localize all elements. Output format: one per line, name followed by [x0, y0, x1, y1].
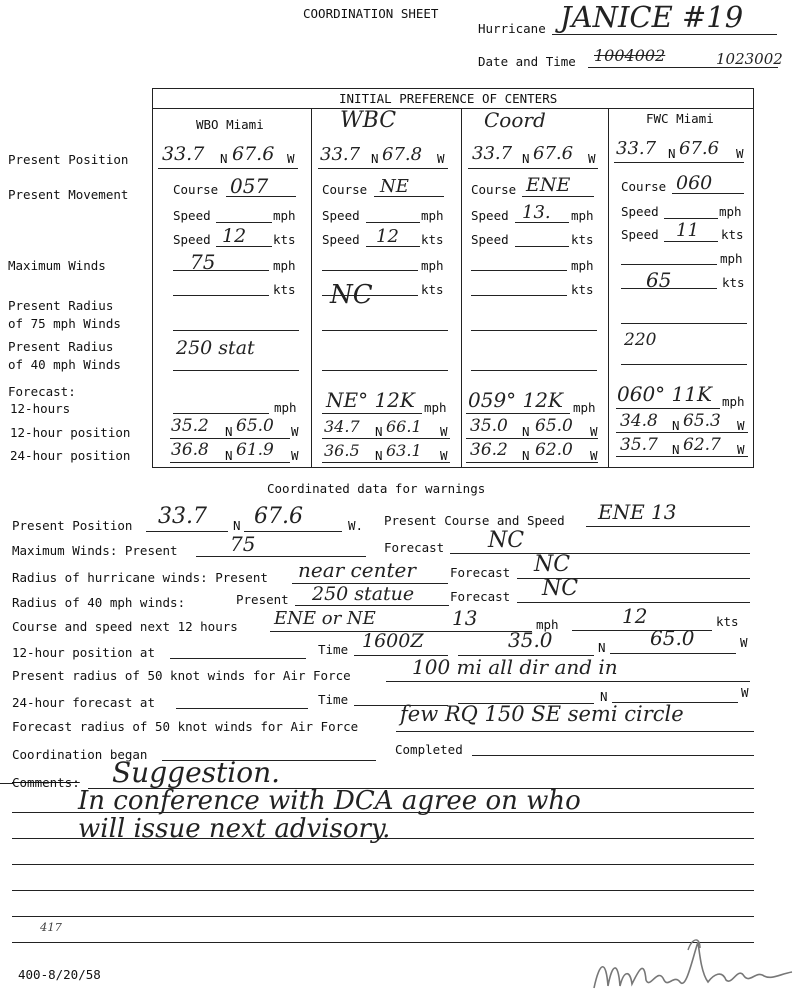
c0-w: W: [287, 151, 295, 166]
p12-time: 1600Z: [362, 630, 424, 652]
fr50-label: Forecast radius of 50 knot winds for Air Force: [12, 719, 359, 734]
c3-speed2-unit: kts: [721, 227, 744, 242]
comment-line-3: will issue next advisory.: [78, 814, 391, 844]
row-label-movement: Present Movement: [8, 187, 129, 202]
c2-pos-lat: 33.7: [472, 143, 513, 164]
rh-present: near center: [298, 558, 416, 582]
c1-w: W: [437, 151, 445, 166]
mw-forecast-label: Forecast: [384, 540, 445, 555]
completed-label: Completed: [395, 742, 463, 757]
c0-p24-n: N: [225, 448, 233, 463]
rh-forecast: NC: [534, 552, 571, 577]
c1-course: NE: [380, 176, 409, 197]
c3-w: W: [736, 146, 744, 161]
c1-max-kts-unit: kts: [421, 282, 444, 297]
col-header-wbo: WBO Miami: [196, 117, 264, 132]
f24-time-label: Time: [318, 692, 349, 707]
c3-p24-lon: 62.7: [683, 435, 721, 455]
cs12-mph: mph: [536, 617, 559, 632]
c0-f12-unit: mph: [274, 400, 297, 415]
pp-lon: 67.6: [254, 504, 303, 529]
c3-speed2-label: Speed: [621, 227, 659, 242]
c0-speed2-unit: kts: [273, 232, 296, 247]
c0-r40: 250 stat: [176, 337, 255, 359]
c1-pos-lat: 33.7: [320, 144, 361, 165]
row-label-12h: 12-hours: [10, 401, 71, 416]
c3-max-kts: 65: [646, 268, 672, 292]
c2-p24-n: N: [522, 448, 530, 463]
c0-p12-lon: 65.0: [236, 416, 274, 436]
c2-p12-n: N: [522, 424, 530, 439]
c0-p24-w: W: [291, 448, 299, 463]
c3-n: N: [668, 146, 676, 161]
c1-p24-w: W: [440, 448, 448, 463]
datetime-struck: 1004002: [594, 46, 666, 65]
pp-w: W.: [348, 518, 364, 533]
col-header-fwc: FWC Miami: [646, 111, 714, 126]
comments-label: Comments:: [12, 775, 80, 790]
c2-speed2-label: Speed: [471, 232, 509, 247]
pcs-label: Present Course and Speed: [384, 513, 565, 528]
cs12-mph-value: 13: [452, 606, 478, 630]
r50-label: Present radius of 50 knot winds for Air Force: [12, 668, 351, 683]
c3-r40: 220: [624, 330, 657, 350]
pp-label: Present Position: [12, 518, 133, 533]
datetime-value: 1023002: [716, 50, 783, 68]
col-header-coord: Coord: [484, 108, 546, 132]
p12-label: 12-hour position at: [12, 645, 155, 660]
signature-image: [588, 930, 798, 1000]
c2-course-label: Course: [471, 182, 517, 197]
f24-w: W: [741, 685, 749, 700]
cs12-kts-value: 12: [622, 604, 648, 628]
margin-note: 417: [40, 920, 62, 934]
c3-p12-lon: 65.3: [683, 411, 721, 431]
c2-pos-lon: 67.6: [533, 143, 574, 164]
r40-label: Radius of 40 mph winds:: [12, 595, 186, 610]
c1-max-kts: NC: [330, 280, 373, 310]
c1-f12-unit: mph: [424, 400, 447, 415]
row-label-r75-2: of 75 mph Winds: [8, 316, 121, 331]
c1-p12-n: N: [375, 424, 383, 439]
coord-title: Coordinated data for warnings: [267, 481, 486, 496]
c0-p24-lat: 36.8: [171, 440, 209, 460]
fr50-value: few RQ 150 SE semi circle: [400, 702, 684, 726]
c0-speed1-unit: mph: [273, 208, 296, 223]
c0-p12-lat: 35.2: [171, 416, 209, 436]
c1-p12-lon: 66.1: [386, 417, 422, 436]
c3-speed1-label: Speed: [621, 204, 659, 219]
mw-label: Maximum Winds: Present: [12, 543, 178, 558]
c3-f12: 060° 11K: [617, 382, 712, 406]
c3-course: 060: [676, 172, 713, 194]
p12-time-label: Time: [318, 642, 349, 657]
row-label-position: Present Position: [8, 152, 129, 167]
c0-max-mph: 75: [190, 250, 216, 274]
coordination-began-label: Coordination began: [12, 747, 148, 762]
c0-p24-lon: 61.9: [236, 440, 274, 460]
c2-f12-unit: mph: [573, 400, 596, 415]
hurricane-name: JANICE #19: [560, 0, 744, 34]
row-label-max-winds: Maximum Winds: [8, 258, 106, 273]
c1-f12: NE° 12K: [326, 388, 415, 412]
c2-f12: 059° 12K: [468, 388, 563, 412]
c3-speed-kts: 11: [676, 220, 699, 241]
c2-max-kts-unit: kts: [571, 282, 594, 297]
col-header-wbc: WBC: [340, 108, 397, 133]
row-label-pos12: 12-hour position: [10, 425, 131, 440]
c1-p24-n: N: [375, 448, 383, 463]
c0-p12-w: W: [291, 424, 299, 439]
table-banner: INITIAL PREFERENCE OF CENTERS: [339, 91, 558, 106]
c0-max-kts-unit: kts: [273, 282, 296, 297]
datetime-label: Date and Time: [478, 54, 576, 69]
sheet-title: COORDINATION SHEET: [303, 6, 439, 21]
p12-n: N: [598, 640, 606, 655]
rh-forecast-label: Forecast: [450, 565, 511, 580]
p12-lon: 65.0: [650, 626, 695, 650]
c1-max-mph-unit: mph: [421, 258, 444, 273]
c0-n: N: [220, 151, 228, 166]
c3-pos-lon: 67.6: [679, 138, 720, 159]
pp-n: N: [233, 518, 241, 533]
row-label-r75-1: Present Radius: [8, 298, 114, 313]
c3-p12-n: N: [672, 418, 680, 433]
c1-p24-lon: 63.1: [386, 441, 422, 460]
c2-w: W: [588, 151, 596, 166]
c2-speed1-unit: mph: [571, 208, 594, 223]
c1-pos-lon: 67.8: [382, 144, 423, 165]
c0-max-mph-unit: mph: [273, 258, 296, 273]
c1-p24-lat: 36.5: [324, 441, 360, 460]
c3-f12-unit: mph: [722, 394, 745, 409]
hurricane-label: Hurricane: [478, 21, 546, 36]
c0-speed-kts: 12: [222, 225, 247, 247]
c2-course: ENE: [526, 174, 571, 196]
c3-p12-lat: 34.8: [620, 411, 658, 431]
cs12-kts: kts: [716, 614, 739, 629]
p12-w: W: [740, 635, 748, 650]
c1-speed2-unit: kts: [421, 232, 444, 247]
c0-p12-n: N: [225, 424, 233, 439]
c1-speed2-label: Speed: [322, 232, 360, 247]
c0-speed2-label: Speed: [173, 232, 211, 247]
c2-p24-w: W: [590, 448, 598, 463]
row-label-r40-2: of 40 mph Winds: [8, 357, 121, 372]
row-label-r40-1: Present Radius: [8, 339, 114, 354]
c0-speed1-label: Speed: [173, 208, 211, 223]
c0-pos-lon: 67.6: [232, 143, 275, 165]
cs12-course: ENE or NE: [274, 608, 376, 629]
comment-line-2: In conference with DCA agree on who: [78, 786, 581, 816]
c3-max-mph-unit: mph: [720, 251, 743, 266]
c3-p12-w: W: [737, 418, 745, 433]
c2-speed-mph: 13.: [522, 202, 551, 223]
c0-course: 057: [230, 174, 269, 198]
c3-max-kts-unit: kts: [722, 275, 745, 290]
c0-course-label: Course: [173, 182, 219, 197]
cs12-label: Course and speed next 12 hours: [12, 619, 238, 634]
form-number: 400-8/20/58: [18, 967, 101, 982]
c3-p24-n: N: [672, 442, 680, 457]
r40-present: 250 statue: [312, 583, 415, 605]
row-label-pos24: 24-hour position: [10, 448, 131, 463]
r40-present-label: Present: [236, 592, 289, 607]
c1-speed-kts: 12: [376, 226, 399, 247]
row-label-forecast: Forecast:: [8, 384, 76, 399]
c3-p24-w: W: [737, 442, 745, 457]
c3-p24-lat: 35.7: [620, 435, 658, 455]
pp-lat: 33.7: [158, 504, 207, 529]
c1-p12-lat: 34.7: [324, 417, 360, 436]
pcs-value: ENE 13: [598, 500, 677, 524]
c2-n: N: [522, 151, 530, 166]
c2-max-mph-unit: mph: [571, 258, 594, 273]
f24-n: N: [600, 689, 608, 704]
c2-p12-lat: 35.0: [470, 416, 508, 436]
c1-p12-w: W: [440, 424, 448, 439]
c1-n: N: [371, 151, 379, 166]
c2-p12-w: W: [590, 424, 598, 439]
rh-label: Radius of hurricane winds: Present: [12, 570, 268, 585]
mw-present: 75: [230, 532, 256, 556]
comment-line-1: Suggestion.: [112, 756, 280, 789]
r40-forecast-label: Forecast: [450, 589, 511, 604]
c2-speed2-unit: kts: [571, 232, 594, 247]
mw-forecast: NC: [488, 528, 525, 553]
c0-pos-lat: 33.7: [162, 143, 205, 165]
c2-p24-lon: 62.0: [535, 440, 573, 460]
c1-speed1-unit: mph: [421, 208, 444, 223]
c2-p24-lat: 36.2: [470, 440, 508, 460]
p12-lat: 35.0: [508, 628, 553, 652]
c3-pos-lat: 33.7: [616, 138, 657, 159]
c2-p12-lon: 65.0: [535, 416, 573, 436]
f24-label: 24-hour forecast at: [12, 695, 155, 710]
c1-speed1-label: Speed: [322, 208, 360, 223]
c1-course-label: Course: [322, 182, 368, 197]
r50-value: 100 mi all dir and in: [412, 655, 618, 679]
r40-forecast: NC: [542, 576, 579, 601]
c3-course-label: Course: [621, 179, 667, 194]
c3-speed1-unit: mph: [719, 204, 742, 219]
c2-speed1-label: Speed: [471, 208, 509, 223]
